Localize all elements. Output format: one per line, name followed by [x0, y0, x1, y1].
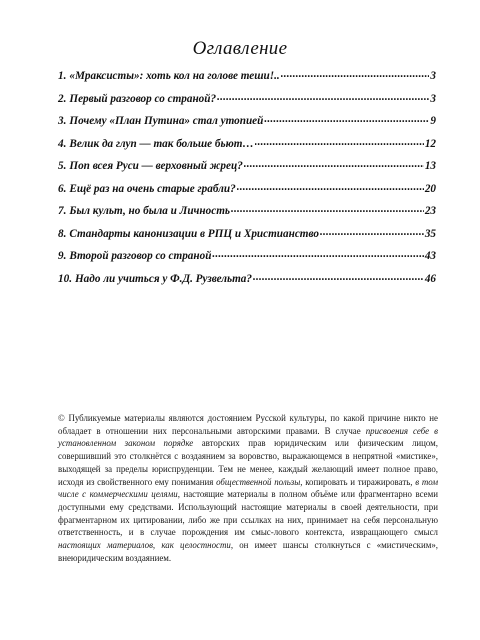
toc-dot-leader	[320, 226, 424, 237]
toc-dot-leader	[264, 113, 429, 124]
toc-entry-5[interactable]	[58, 158, 436, 181]
toc-entry-page: 3	[430, 70, 436, 83]
notice-italic-3: в том числе с коммерческими целями	[58, 476, 438, 500]
toc-entry-7[interactable]	[58, 203, 436, 226]
toc-entry-number: 9.	[58, 250, 67, 263]
toc-dot-leader	[212, 248, 423, 259]
toc-entry-page: 23	[424, 205, 436, 218]
notice-italic-2: общественной пользы	[216, 476, 301, 487]
toc-entry-9[interactable]	[58, 248, 436, 271]
notice-text-5: , он имеет шансы столкнуться с «мистическим», внеюридическим воздаянием.	[58, 540, 438, 563]
toc-entry-page: 3	[430, 92, 436, 105]
toc-entry-number: 7.	[58, 205, 67, 218]
toc-entry-title: Стандарты канонизации в РПЦ и Христианство	[69, 227, 319, 240]
toc-dot-leader	[255, 136, 424, 147]
toc-dot-leader	[231, 203, 424, 214]
toc-entry-title: «Мраксисты»: хоть кол на голове теши!..	[69, 70, 280, 83]
toc-entry-1[interactable]	[58, 68, 436, 91]
toc-entry-8[interactable]	[58, 226, 436, 249]
toc-entry-number: 4.	[58, 137, 67, 150]
toc-entry-number: 2.	[58, 92, 67, 105]
toc-entry-page: 35	[424, 227, 436, 240]
notice-text-3: , копировать и тиражировать,	[300, 476, 416, 487]
toc-entry-title: Второй разговор со страной	[69, 250, 212, 263]
toc-entry-title: Велик да глуп — так больше бьют…	[69, 137, 254, 150]
toc-entry-page: 46	[424, 272, 436, 285]
toc-entry-6[interactable]	[58, 181, 436, 204]
toc-entry-page: 43	[424, 250, 436, 263]
toc-entry-title: Поп всея Руси — верховный жрец?	[69, 160, 243, 173]
notice-text-1: © Публикуемые материалы являются достоянием Русской культуры, по какой причине никто не обладает в отношении них персональными авторскими правами. В случае	[58, 413, 438, 436]
toc-entry-number: 6.	[58, 182, 67, 195]
toc-entry-number: 10.	[58, 272, 72, 285]
toc-entry-number: 8.	[58, 227, 67, 240]
toc-entry-number: 1.	[58, 70, 67, 83]
notice-text-2: авторских прав юридическим или физическим лицом, совершивший это столкнётся с воздаянием за воровство, выражающемся в непрятной «мистике», выходящей за пределы юриспруденции. Тем не менее, каждый желающий имеет полное право, исходя из свойственного ему понимания	[58, 438, 439, 487]
toc-entry-title: Первый разговор со страной?	[69, 92, 217, 105]
copyright-notice	[58, 412, 438, 564]
toc-entry-page: 20	[424, 182, 436, 195]
toc-entry-title: Надо ли учиться у Ф.Д. Рузвельта?	[74, 272, 252, 285]
toc-entry-2[interactable]	[58, 91, 436, 114]
toc-entry-number: 3.	[58, 115, 67, 128]
toc-dot-leader	[244, 158, 424, 169]
toc-dot-leader	[281, 68, 430, 79]
toc-entry-3[interactable]	[58, 113, 436, 136]
notice-italic-4: настоящих материалов, как целостности	[58, 540, 231, 551]
toc-entry-4[interactable]	[58, 136, 436, 159]
toc-list	[58, 68, 436, 293]
toc-entry-page: 13	[424, 160, 436, 173]
toc-entry-10[interactable]	[58, 271, 436, 294]
toc-entry-number: 5.	[58, 160, 67, 173]
toc-entry-title: Почему «План Путина» стал утопией	[69, 115, 264, 128]
toc-entry-page: 9	[430, 115, 436, 128]
toc-entry-title: Был культ, но была и Личность	[69, 205, 231, 218]
toc-dot-leader	[253, 271, 424, 282]
toc-dot-leader	[237, 181, 424, 192]
toc-title: Оглавление	[192, 38, 288, 59]
toc-entry-page: 12	[424, 137, 436, 150]
notice-text-4: , настоящие материалы в полном объёме или фрагментарно всеми доступными ему средствами. Использующий настоящие материалы в своей деятельности, при фрагментарном их цитировании, либо же при ссылках на них, принимает на себя персональную ответственность, и в случае порождения им смыс-лового контекста, извращающего смысл	[58, 489, 438, 538]
toc-dot-leader	[217, 91, 429, 102]
notice-italic-1: присвоения себе в установленном законом порядке	[58, 425, 438, 449]
toc-entry-title: Ещё раз на очень старые грабли?	[69, 182, 236, 195]
